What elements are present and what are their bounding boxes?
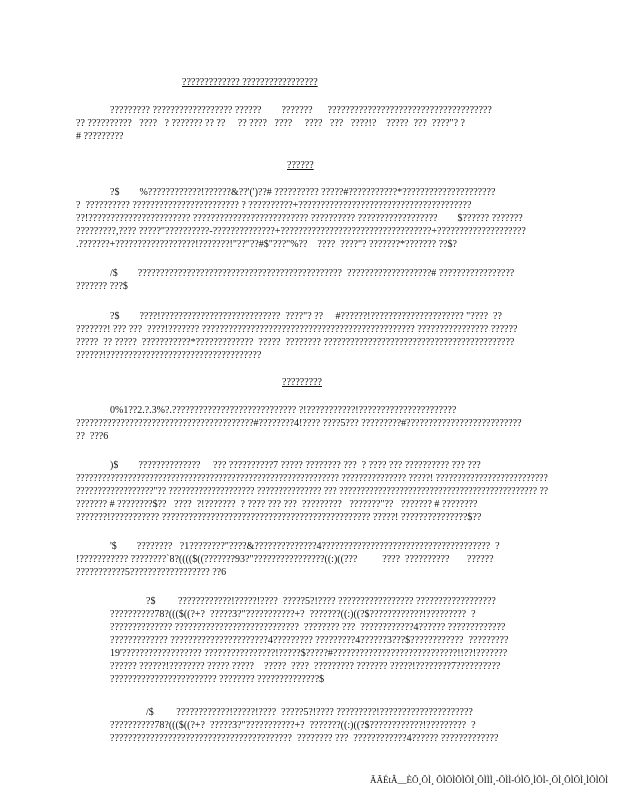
p4-line-3: ?? ???6: [76, 431, 109, 442]
p2-line-2: ??????? ???$: [76, 281, 128, 292]
p7-line-5: 19'?????????????????? ????????????????!?????$?????#????????????????????????????!!??!???????: [110, 648, 508, 659]
p2-line-1: /$ ?????????????????????????????????????????????? ???????????????????# ?????????????????: [110, 268, 515, 279]
p7-line-1: ?$ ????????????!?????!???? ?????5?!???? ????????????????? ??????????????????: [146, 596, 496, 607]
p7-line-7: ???????????????????????? ???????? ??????????????$: [110, 674, 325, 685]
p3-line-4: ??????!???????????????????????????????????: [76, 350, 262, 361]
p3-line-1: ?$ ????!??????????????????????????? ????"? ?? #??????!????????????????????? "???? ??: [110, 311, 502, 322]
p7-line-3: ?????????????? ???????????????????????????? ???????? ??? ????????????4?????? ?????????????: [110, 622, 506, 633]
intro-line-1: ????????? ?????????????????? ?????? ??????? ?????????????????????????????????????: [110, 105, 492, 116]
p1-line-5: .???????+??????????????????!???????!"??"??#$"???"%?? ???? ????"? ???????*??????? ??$?: [76, 239, 457, 250]
p7-line-6: ?????? ??????!???????? ????? ????? ????? ???? ????????? ??????? ?????!????????7??????????: [110, 661, 501, 672]
p7-line-2: ??????????78?((($((?+? ?????3?"???????????+? ???????((:)((?$????????????!????????? ?: [110, 609, 476, 620]
p1-line-4: ?????????,???? ?????"??????????-??????????????+??????????????????????????????????+????????????????????: [76, 226, 526, 237]
section-heading-2: ?????????: [282, 377, 322, 388]
p8-line-1: /$ ????????????!?????!???? ?????5?!???? ?????????!?????????????????????: [146, 707, 473, 718]
p5-line-5: ???????!??????????? ??????????????????????????????????????????????? ?????! ???????????????$??: [76, 512, 482, 523]
p6-line-3: ???????????5?????????????????? ??6: [76, 567, 227, 578]
p3-line-2: ???????! ??? ??? ????!??????? ???????????????????????????????????????????????? ???????????????? ??????: [76, 324, 518, 335]
p5-line-1: )$ ?????????????? ??? ??????????7 ????? ???????? ??? ? ???? ??? ?????????? ??? ???: [110, 460, 481, 471]
p6-line-1: '$ ???????? ?1????????"????&??????????????4?????????????????????????????????????? ?: [110, 541, 500, 552]
page-title: ????????????? ?????????????????: [182, 77, 318, 88]
p4-line-2: ????????????????????????????????????????#????????4!???? ????5??? ?????????#??????????????????????????: [76, 418, 522, 429]
p8-line-3: ????????????????????????????????????????? ???????? ??? ????????????4?????? ?????????????: [110, 733, 499, 744]
p1-line-3: ??!??????????????????????? ?????????????????????????? ?????????? ?????????????????? $?????? ???????: [76, 213, 523, 224]
p5-line-2: ????????????????????????????????????????????????????????????? ??????????????? ?????! ??????????????????????????: [76, 473, 548, 484]
p5-line-3: ??????????????????"?? ???????????????????? ??????????????? ??? ?????????????????????????????????????????????? ??: [76, 486, 549, 497]
p1-line-2: ? ?????????? ???????????????????????? ? ??????????+???????????????????????????????????????: [76, 200, 472, 211]
p8-line-2: ??????????78?((($((?+? ?????3?"???????????+? ???????((:)((?$????????????!????????? ?: [110, 720, 476, 731]
section-heading-1: ??????: [287, 160, 314, 171]
p7-line-4: ????????????? ??????????????????????4????????? ?????????4??????3???$???????????? ?????????: [110, 635, 509, 646]
intro-line-2: ?? ?????????? ???? ? ??????? ?? ?? ?? ???? ???? ???? ??? ????!? ????? ??? ????"? ?: [76, 118, 465, 129]
page-footer: ÃÃÉtÂ__ÈÕ¸ÕÌ¸ ÕÌÕÌÕÌÕÌ¸ÕÌÌÌ¸-ÕÌÌ-ÓÌÕ¸ÌÕÌ-¸ÕÌ¸ÕÌÕÌ¸ÌÕÌÕÌ: [370, 775, 609, 785]
p4-line-1: 0%1??2.?.3%?.???????????????????????????? ?!???????????!??????????????????????: [110, 405, 457, 416]
p1-line-1: ?$ %????????????!??????&??'(')??# ?????????? ?????#???????????*?????????????????????: [110, 187, 496, 198]
p6-line-2: !??????????? ????????`8?(((($((???????93?"????????????????((:)((??? ???? ?????????? ??????: [76, 554, 494, 565]
p3-line-3: ????? ?? ????? ???????????*????????????? ????? ???????? ???????????????????????????????????????????: [76, 337, 515, 348]
p5-line-4: ??????? # ????????$?? ???? ?!??????? ? ???? ??? ??? ????????? ???????"?? ??????? # ????????: [76, 499, 478, 510]
intro-line-3: # ?????????: [76, 131, 124, 142]
